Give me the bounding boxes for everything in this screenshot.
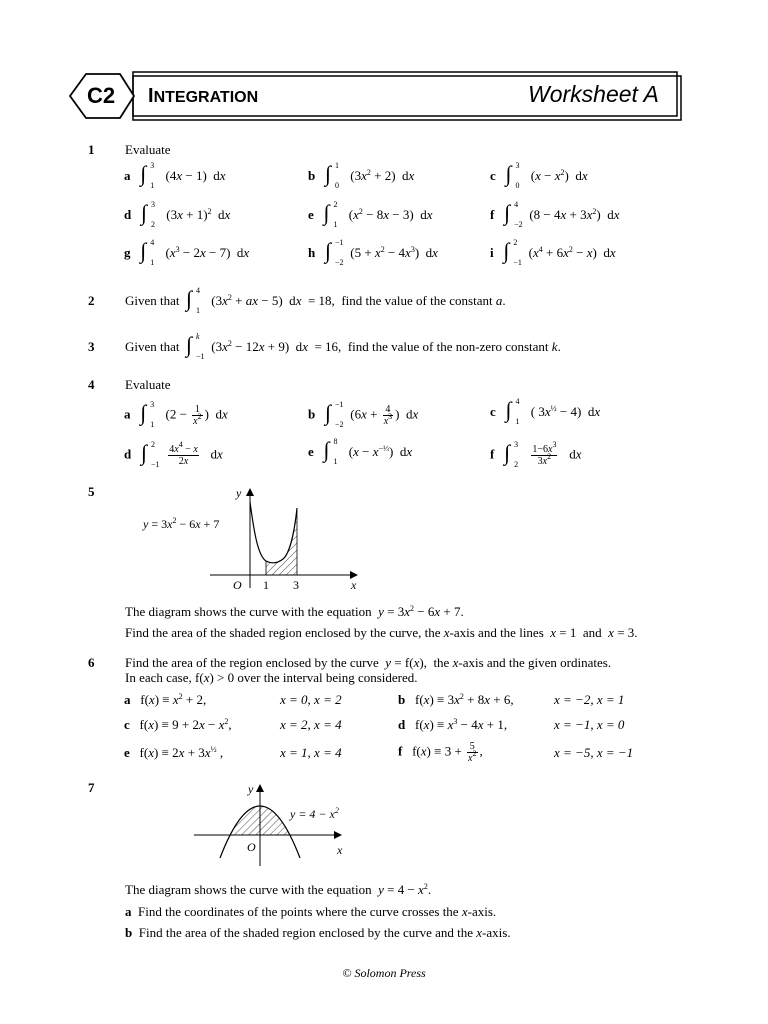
q6-part-e: e $f(x) \equiv 2x + 3x^{\frac{1}{2}}$ , [124,745,224,760]
q4-part-a: a ∫ 3 1 (2 − $\frac{1}{x^2}$ ) dx [124,399,228,429]
q1-part-i: i ∫ 2 −1 $(x^4 + 6x^2 - x)$ dx [490,238,616,268]
q6-part-c-limits: x = 2, x = 4 [280,717,342,732]
question-number: 1 [88,142,95,157]
question-number: 4 [88,377,95,392]
q7-part-a: a Find the coordinates of the points where the curve crosses the x-axis. [125,904,497,919]
q5-line-1: The diagram shows the curve with the equation $y = 3x^2 - 6x + 7$. [125,604,464,619]
q1-part-g: g ∫ 4 1 $(x^3 - 2x - 7)$ dx [124,238,250,268]
q6-part-b-limits: x = −2, x = 1 [554,692,625,707]
q4-part-e: e ∫ 8 1 $(x - x^{-\frac{1}{3}})$ dx [308,437,413,467]
q1-part-d: d ∫ 3 2 $(3x + 1)^2$ dx [124,200,231,230]
q4-part-f: f ∫ 3 2 $\frac{1-6x^3}{3x^2}$ dx [490,439,582,469]
q7-x-axis-label: x [337,843,343,857]
q2-text: Given that ∫ 4 1 ($3x^2$ + ax − 5) dx = 18, find the value of the constant a. [125,286,506,316]
q1-part-b: b ∫ 1 0 $(3x^2 + 2)$ dx [308,161,415,191]
q5-x-axis-label: x [351,578,357,592]
q1-part-e: e ∫ 2 1 $(x^2 - 8x - 3)$ dx [308,200,433,230]
worksheet-label: Worksheet A [528,81,659,107]
q1-part-h: h ∫ −1 −2 $(5 + x^2 - 4x^3)$ dx [308,238,438,268]
q5-tick-1: 1 [263,578,269,592]
q7-y-axis-label: y [248,782,254,796]
q6-part-e-limits: x = 1, x = 4 [280,745,342,760]
chapter-code: C2 [87,83,116,108]
q6-part-f: f f(x) ≡ 3 + $\frac{5}{x^2}$ , [398,741,483,764]
q6-line-1: Find the area of the region enclosed by the curve y = f(x), the x-axis and the given ordinates. [125,655,612,670]
q6-part-a: a $f(x) \equiv x^2 + 2$, [124,692,207,707]
q7-curve-label: $y = 4 - x^2$ [290,806,339,821]
q5-graph [200,484,370,596]
question-number: 6 [88,655,95,670]
q7-line-1: The diagram shows the curve with the equation $y = 4 - x^2$. [125,882,432,897]
q6-part-f-limits: x = −5, x = −1 [554,745,634,760]
question-number: 3 [88,339,95,354]
q6-part-c: c $f(x) \equiv 9 + 2x - x^2$, [124,717,232,732]
q7-origin-label: O [247,840,256,854]
q4-prompt: Evaluate [125,377,171,392]
question-number: 2 [88,293,95,308]
q7-part-b: b Find the area of the shaded region enclosed by the curve and the x-axis. [125,925,511,940]
q5-tick-3: 3 [293,578,299,592]
q7-graph [190,780,360,870]
question-number: 7 [88,780,95,795]
page-title: INTEGRATION [148,85,259,107]
q5-line-2: Find the area of the shaded region enclosed by the curve, the x-axis and the lines x = 1 and x = 3. [125,625,638,640]
q4-part-b: b ∫ −1 −2 (6x + $\frac{4}{x^3}$ ) dx [308,399,419,429]
q1-part-f: f ∫ 4 −2 $(8 - 4x + 3x^2)$ dx [490,200,620,230]
q5-origin-label: O [233,578,242,592]
footer-publisher: © Solomon Press [342,966,426,980]
q1-part-c: c ∫ 3 0 $(x - x^2)$ dx [490,161,588,191]
q5-y-axis-label: y [236,486,242,500]
q5-curve-label: $y = 3x^2 - 6x + 7$ [143,516,220,531]
q4-part-d: d ∫ 2 −1 $\frac{4x^4 - x}{2x}$ dx [124,439,223,469]
q6-line-2: In each case, f(x) > 0 over the interval being considered. [125,670,418,685]
question-number: 5 [88,484,95,499]
q6-part-d: d $f(x) \equiv x^3 - 4x + 1$, [398,717,508,732]
q6-part-d-limits: x = −1, x = 0 [554,717,625,732]
q6-part-a-limits: x = 0, x = 2 [280,692,342,707]
q1-prompt: Evaluate [125,142,171,157]
q4-part-c: c ∫ 4 1 ( $3x^{\frac{1}{2}} - 4$) dx [490,397,601,427]
q3-text: Given that ∫ k −1 $(3x^2 - 12x + 9)$ dx = 16, find the value of the non-zero constant k. [125,332,561,362]
q1-part-a: a ∫ 3 1 (4x − 1) dx [124,161,226,191]
q6-part-b: b $f(x) \equiv 3x^2 + 8x + 6$, [398,692,514,707]
